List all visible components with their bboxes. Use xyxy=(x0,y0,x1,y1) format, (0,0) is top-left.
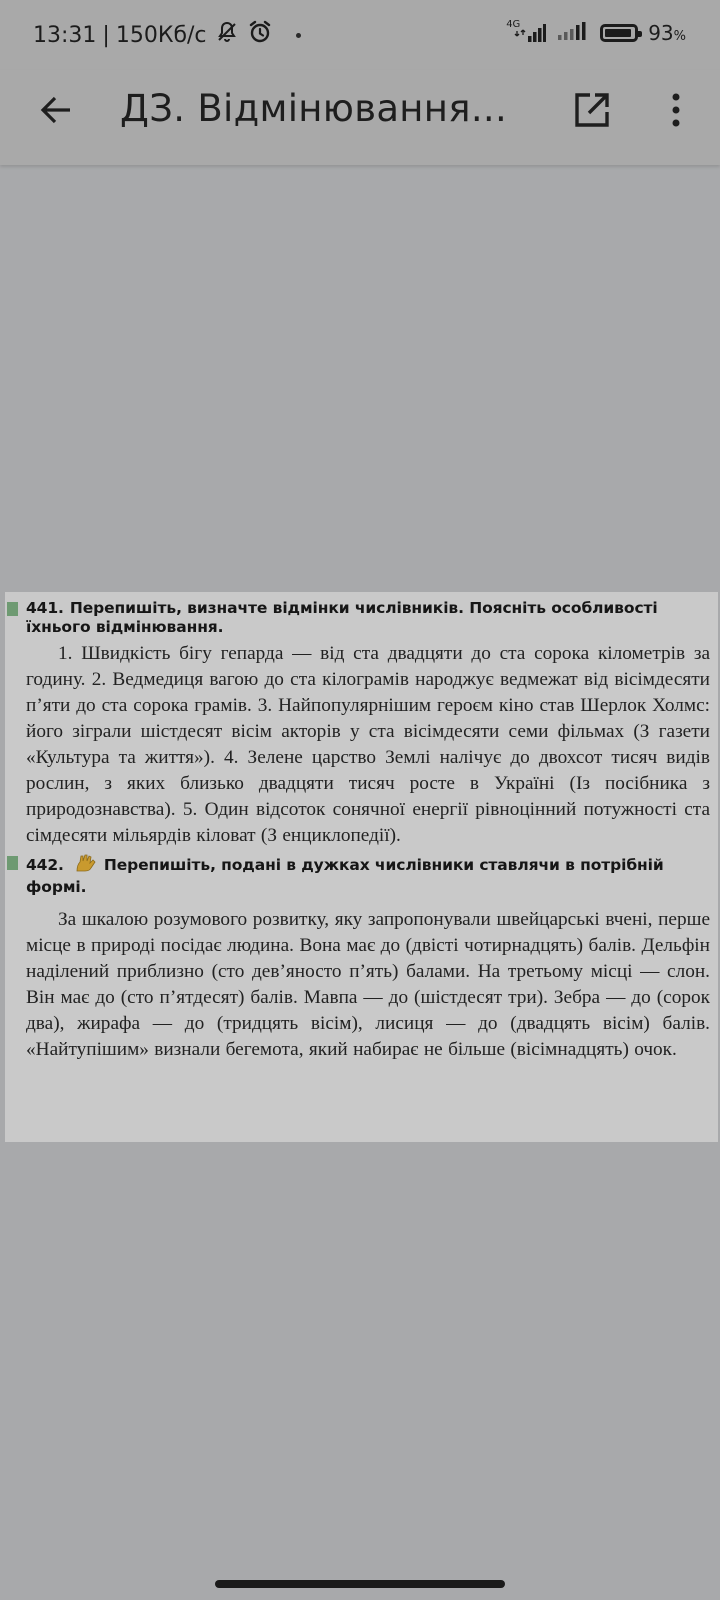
document-image[interactable] xyxy=(5,592,718,1142)
battery-level-fill xyxy=(605,29,631,37)
more-vert-icon xyxy=(671,93,681,131)
notifications-muted-icon xyxy=(215,20,239,50)
task-441-number: 441. xyxy=(26,599,64,617)
battery-tip xyxy=(638,31,642,37)
green-square-marker xyxy=(7,602,18,616)
alarm-clock-icon xyxy=(247,19,273,51)
open-in-new-button[interactable] xyxy=(568,88,616,136)
status-network-speed: 150Кб/с xyxy=(115,22,207,48)
battery-percent-unit: % xyxy=(673,29,686,44)
battery-percent xyxy=(648,21,686,45)
arrow-left-icon xyxy=(38,92,74,132)
network-type-label: 4G xyxy=(506,19,521,30)
task-441-text: 1. Швидкість бігу гепарда — від ста двадцяти до ста сорока кілометрів за годину. 2. Ведмедиця вагою до ста кілограмів народжує ведмежат від вісімдесяти п’яти до ста сорока грамів. 3. Найпопулярнішим героєм кіно став Шерлок Холмс: його зіграли шістдесят вісім акторів у ста вісімдесяти семи фільмах (З газети «Культура та життя»). 4. Зелене царство Землі налічує до двохсот тисяч видів рослин, з яких близько двадцяти тисяч росте в Україні (Із посібника з природознавства). 5. Один відсоток сонячної енергії рівноцінний потужності ста сімдесяти мільярдів кіловат (З енциклопедії). xyxy=(26,643,710,846)
home-indicator[interactable] xyxy=(215,1580,505,1588)
page-title: ДЗ. Відмінювання... xyxy=(120,87,508,130)
status-right xyxy=(506,20,686,46)
more-options-button[interactable] xyxy=(652,88,700,136)
battery-percent-value: 93 xyxy=(648,21,674,45)
signal-sim2-icon xyxy=(556,20,590,46)
hand-icon xyxy=(74,853,96,878)
status-time: 13:31 xyxy=(33,22,97,48)
back-button[interactable] xyxy=(32,88,80,136)
task-442-text: За шкалою розумового розвитку, яку запропонували швейцарські вчені, перше місце в природі посідає людина. Вона має до (двісті чотирнадцять) балів. Дельфін наділений приблизно (сто дев’яносто п’ять) балами. На третьому місці — слон. Він має до (сто п’ятдесят) балів. Мавпа — до (шістдесят три). Зебра — до (сорок два), жирафа — до (тридцять вісім), лисиця — до (двадцять вісім) балів. «Найтупішим» визнали бегемота, який набирає не більше (вісімнадцять) очок. xyxy=(26,909,710,1060)
app-toolbar xyxy=(0,70,720,165)
status-notification-dot xyxy=(296,33,301,38)
status-separator: | xyxy=(102,22,110,48)
signal-4g-icon xyxy=(506,19,546,44)
task-442-number: 442. xyxy=(26,856,64,874)
green-square-marker xyxy=(7,856,18,870)
status-left xyxy=(33,19,273,51)
battery-icon xyxy=(600,24,638,42)
task-442-header xyxy=(20,853,710,897)
task-441-header xyxy=(20,599,710,637)
task-441-instruction: Перепишіть, визначте відмінки числівників. Поясніть особливості їхнього відмінювання. xyxy=(26,599,658,636)
task-442-instruction: Перепишіть, подані в дужках числівники ставлячи в потрібній формі. xyxy=(26,856,664,896)
status-bar xyxy=(0,0,720,70)
open-in-new-icon xyxy=(573,91,611,133)
